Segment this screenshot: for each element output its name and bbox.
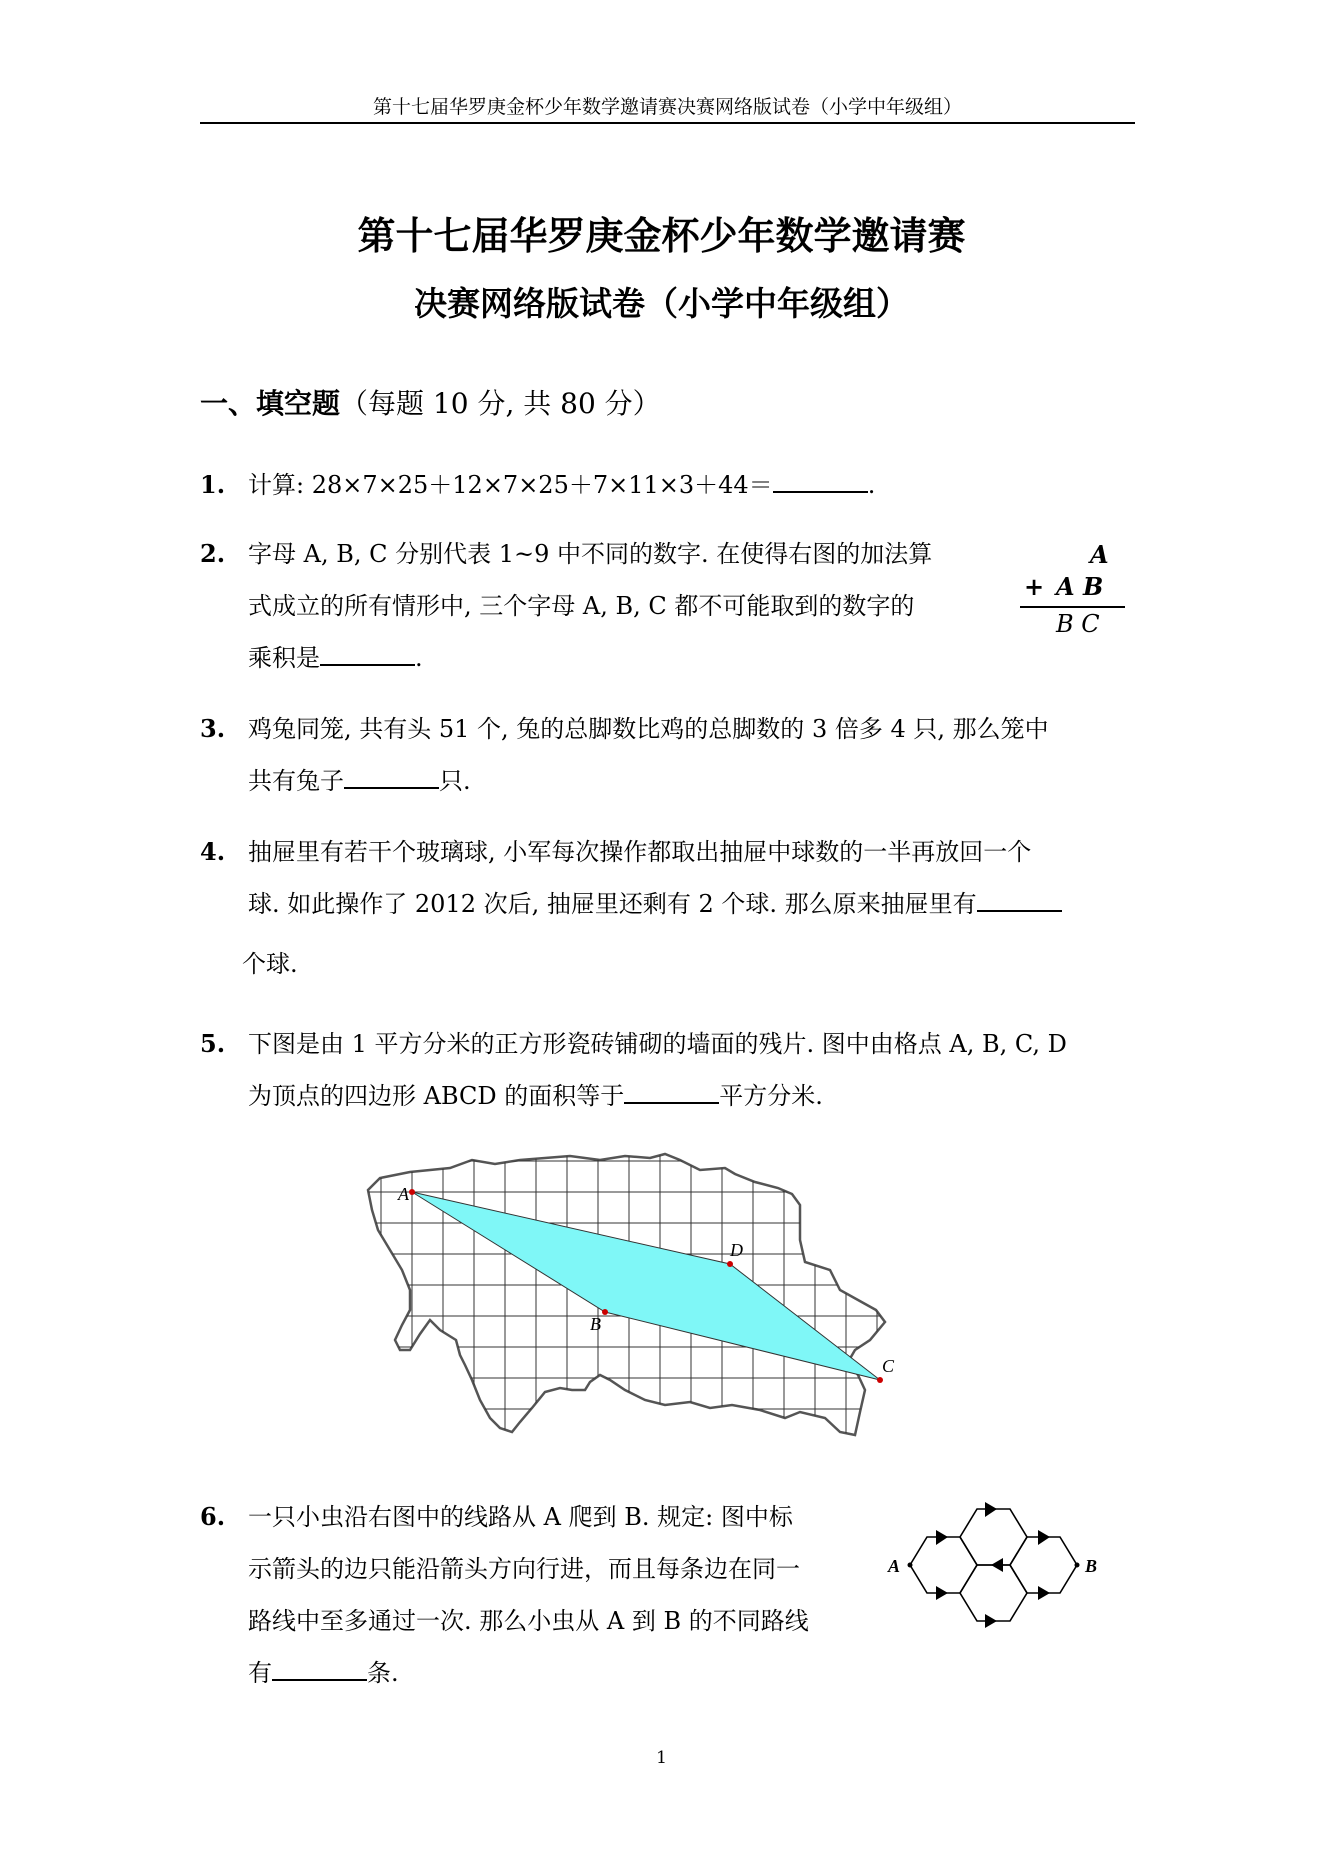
start-node xyxy=(908,1563,913,1568)
question-tail: . xyxy=(415,644,423,672)
question-tail: 条. xyxy=(367,1659,399,1687)
sum-rule xyxy=(1020,606,1125,608)
question-text: 为顶点的四边形 ABCD 的面积等于 xyxy=(248,1082,625,1110)
label-d: D xyxy=(730,1240,743,1260)
question-6 xyxy=(200,1491,880,1699)
question-text: 乘积是 xyxy=(248,644,320,672)
question-text: 一只小虫沿右图中的线路从 A 爬到 B. 规定: 图中标 xyxy=(248,1503,793,1531)
answer-blank[interactable] xyxy=(344,765,439,789)
question-text: 计算: 28×7×25＋12×7×25＋7×11×3＋44＝ xyxy=(248,471,773,499)
addition-figure xyxy=(1010,540,1130,645)
question-text: 共有兔子 xyxy=(248,767,344,795)
addition-result: B C xyxy=(1056,610,1100,638)
question-text: 抽屉里有若干个玻璃球, 小军每次操作都取出抽屉中球数的一半再放回一个 xyxy=(248,838,1032,866)
question-text: 有 xyxy=(248,1659,272,1687)
page-title: 第十七届华罗庚金杯少年数学邀请赛 xyxy=(357,213,966,258)
question-number: 3. xyxy=(200,714,226,743)
label-end: B xyxy=(1085,1556,1098,1576)
point-c xyxy=(877,1377,883,1383)
label-c: C xyxy=(882,1356,895,1376)
header-rule xyxy=(200,122,1135,124)
label-b: B xyxy=(590,1314,601,1334)
section-heading xyxy=(200,382,661,422)
question-tail: 只. xyxy=(439,767,471,795)
question-number: 6. xyxy=(200,1502,226,1531)
question-text: 个球. xyxy=(242,950,298,978)
label-a: A xyxy=(398,1184,409,1204)
answer-blank[interactable] xyxy=(624,1080,719,1104)
question-1 xyxy=(200,459,1140,511)
question-text: 路线中至多通过一次. 那么小虫从 A 到 B 的不同路线 xyxy=(248,1607,809,1635)
question-number: 4. xyxy=(200,837,226,866)
question-2 xyxy=(200,528,1000,684)
end-node xyxy=(1075,1563,1080,1568)
addition-row-1: A xyxy=(1090,540,1109,569)
addition-row-2: A B xyxy=(1056,572,1104,601)
question-5 xyxy=(200,1018,1140,1122)
answer-blank[interactable] xyxy=(320,642,415,666)
question-number: 5. xyxy=(200,1029,226,1058)
answer-blank[interactable] xyxy=(773,469,868,493)
arrowheads xyxy=(936,1502,1050,1628)
question-3 xyxy=(200,703,1140,807)
question-4 xyxy=(200,826,1140,990)
section-label: 一、填空题 xyxy=(200,387,341,420)
plus-sign: + xyxy=(1024,572,1045,601)
question-text: 球. 如此操作了 2012 次后, 抽屉里还剩有 2 个球. 那么原来抽屉里有 xyxy=(248,890,977,918)
question-text: 式成立的所有情形中, 三个字母 A, B, C 都不可能取到的数字的 xyxy=(248,592,915,620)
point-b xyxy=(602,1309,608,1315)
point-d xyxy=(727,1261,733,1267)
label-start: A xyxy=(888,1556,901,1576)
answer-blank[interactable] xyxy=(977,888,1062,912)
question-text: 下图是由 1 平方分米的正方形瓷砖铺砌的墙面的残片. 图中由格点 A, B, C, D xyxy=(248,1030,1067,1058)
question-number: 2. xyxy=(200,539,226,568)
question-text: 鸡兔同笼, 共有头 51 个, 兔的总脚数比鸡的总脚数的 3 倍多 4 只, 那么笼中 xyxy=(248,715,1049,743)
path-network-figure xyxy=(880,1490,1120,1650)
point-a xyxy=(409,1189,415,1195)
running-header: 第十七届华罗庚金杯少年数学邀请赛决赛网络版试卷（小学中年级组） xyxy=(372,96,962,118)
page-number: 1 xyxy=(656,1748,667,1768)
page-subtitle: 决赛网络版试卷（小学中年级组） xyxy=(414,284,909,323)
question-text: 字母 A, B, C 分别代表 1~9 中不同的数字. 在使得右图的加法算 xyxy=(248,540,933,568)
question-number: 1. xyxy=(200,470,226,499)
tile-wall-figure xyxy=(360,1150,980,1450)
question-tail: 平方分米. xyxy=(719,1082,823,1110)
answer-blank[interactable] xyxy=(272,1657,367,1681)
question-text: 示箭头的边只能沿箭头方向行进，而且每条边在同一 xyxy=(248,1555,800,1583)
section-note: （每题 10 分, 共 80 分） xyxy=(340,387,661,420)
question-tail: . xyxy=(867,471,876,499)
